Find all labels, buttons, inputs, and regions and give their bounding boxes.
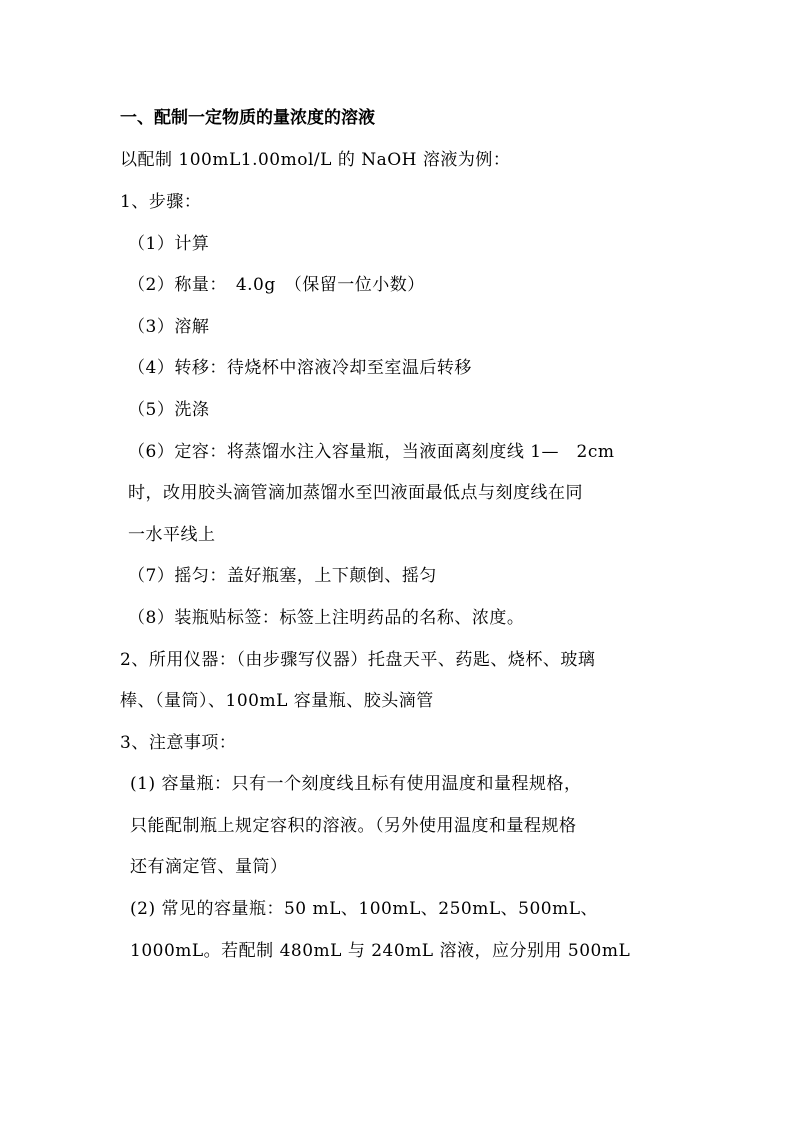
intro-text: 以配制 100mL1.00mol/L 的 NaOH 溶液为例：: [120, 150, 511, 170]
section-title: 一、配制一定物质的量浓度的溶液: [120, 108, 375, 128]
instruments-line-1: 2、所用仪器：（由步骤写仪器）托盘天平、药匙、烧杯、玻璃: [120, 650, 596, 670]
step-6-line-3: 一水平线上: [128, 525, 216, 545]
note-1-line-2: 只能配制瓶上规定容积的溶液。（另外使用温度和量程规格: [130, 816, 577, 836]
step-7: （7）摇匀：盖好瓶塞，上下颠倒、摇匀: [128, 566, 437, 586]
step-6-line-1: （6）定容：将蒸馏水注入容量瓶，当液面离刻度线 1— 2cm: [128, 442, 615, 462]
note-1-line-1: (1) 容量瓶：只有一个刻度线且标有使用温度和量程规格，: [130, 774, 582, 794]
step-8: （8）装瓶贴标签：标签上注明药品的名称、浓度。: [128, 608, 525, 628]
notes-heading: 3、注意事项：: [120, 733, 237, 753]
step-5: （5）洗涤: [128, 400, 210, 420]
step-4: （4）转移：待烧杯中溶液冷却至室温后转移: [128, 358, 472, 378]
note-2-line-2: 1000mL。若配制 480mL 与 240mL 溶液，应分别用 500mL: [130, 941, 631, 961]
note-2-line-1: (2) 常见的容量瓶：50 mL、100mL、250mL、500mL、: [130, 899, 598, 919]
step-6-line-2: 时，改用胶头滴管滴加蒸馏水至凹液面最低点与刻度线在同: [128, 483, 583, 503]
step-1: （1）计算: [128, 234, 210, 254]
note-1-line-3: 还有滴定管、量筒）: [130, 857, 288, 877]
steps-heading: 1、步骤：: [120, 192, 202, 212]
instruments-line-2: 棒、（量筒）、100mL 容量瓶、胶头滴管: [120, 691, 434, 711]
step-3: （3）溶解: [128, 317, 210, 337]
step-2: （2）称量： 4.0g （保留一位小数）: [128, 275, 425, 295]
